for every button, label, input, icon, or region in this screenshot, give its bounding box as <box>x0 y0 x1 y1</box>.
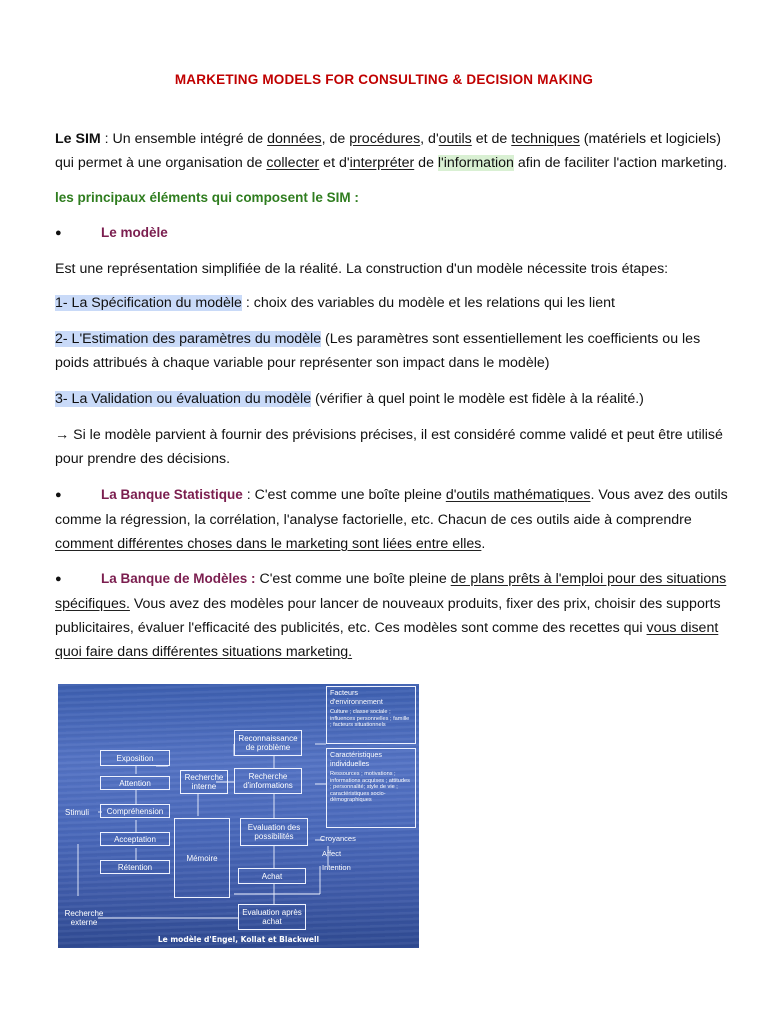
facteurs-env-list: Culture ; classe sociale ; influences personnelles ; famille ; facteurs situationnels <box>330 709 410 729</box>
step-3-text: (vérifier à quel point le modèle est fidèle à la réalité.) <box>311 391 644 407</box>
text-run: afin de faciliter l'action marketing. <box>513 155 728 171</box>
sim-label: Le SIM <box>55 131 101 147</box>
text-run: Vous avez des modèles pour lancer de nouveaux produits, fixer des prix, choisir des supports publicitaires, évaluer l'efficacité des publicités, etc. Ces modèles sont comme des recettes qui <box>55 596 721 636</box>
evaluation-possibilites-box: Evaluation des possibilités <box>240 818 308 846</box>
retention-box: Rétention <box>100 860 170 874</box>
recherche-externe-label: Recherche externe <box>64 909 104 927</box>
carac-list: Ressources ; motivations ; informations acquises ; attitudes ; personnalité; style de vie ; caractéristiques socio-démographiques <box>330 771 410 804</box>
caracteristiques-panel <box>326 748 416 828</box>
underlined-phrase: d'outils mathématiques <box>445 487 591 503</box>
reconnaissance-box: Reconnaissance de problème <box>234 730 302 756</box>
recherche-interne-box: Recherche interne <box>180 770 228 794</box>
term-procedures: procédures <box>349 131 421 147</box>
term-interpreter: interpréter <box>349 155 415 171</box>
term-collecter: collecter <box>266 155 320 171</box>
modele-intro: Est une représentation simplifiée de la réalité. La construction d'un modèle nécessite trois étapes: <box>55 261 669 277</box>
modele-heading: Le modèle <box>101 225 168 240</box>
achat-box: Achat <box>238 868 306 884</box>
underlined-phrase: comment différentes choses dans le marketing sont liées entre elles <box>55 536 482 552</box>
text-run: : Un ensemble intégré de <box>100 131 268 147</box>
text-run: et de <box>471 131 512 147</box>
term-outils: outils <box>438 131 472 147</box>
modele-heading-row <box>55 221 730 246</box>
intention-label: Intention <box>322 863 351 872</box>
step-1-title: 1- La Spécification du modèle <box>55 295 242 311</box>
text-run: . Vous avez des outils comme la régression, la corrélation, l'analyse factorielle, etc. Chacun de ces outils aide à comprendre <box>55 487 728 528</box>
step-1 <box>55 291 730 315</box>
croyances-label: Croyances <box>320 834 356 843</box>
step-3-title: 3- La Validation ou évaluation du modèle <box>55 391 312 407</box>
underlined-phrase: de plans prêts à l'emploi pour des situations spécifiques. <box>55 571 727 612</box>
affect-label: Affect <box>322 849 342 858</box>
comprehension-box: Compréhension <box>100 804 170 818</box>
evaluation-apres-box: Evaluation après achat <box>238 904 306 930</box>
step-2-title: 2- L'Estimation des paramètres du modèle <box>55 331 322 347</box>
facteurs-env-title: Facteurs d'environnement <box>330 688 383 706</box>
acceptation-box: Acceptation <box>100 832 170 846</box>
attention-box: Attention <box>100 776 170 790</box>
underlined-phrase: vous disent quoi faire dans différentes situations marketing. <box>55 620 719 660</box>
bullet: ● <box>55 573 62 585</box>
term-techniques: techniques <box>511 131 580 147</box>
text-run: C'est comme une boîte pleine <box>255 571 451 587</box>
term-information: l'information <box>437 155 514 171</box>
elements-heading: les principaux éléments qui composent le SIM : <box>55 190 359 205</box>
facteurs-environnement-panel <box>326 686 416 744</box>
banque-statistique <box>55 483 730 556</box>
carac-title: Caractéristiques individuelles <box>330 750 382 768</box>
sim-definition <box>55 127 730 175</box>
diagram-caption: Le modèle d'Engel, Kollat et Blackwell <box>157 935 320 944</box>
step-3 <box>55 387 730 411</box>
modele-conclusion: → Si le modèle parvient à fournir des prévisions précises, il est considéré comme validé et peut être utilisé pour prendre des décisions. <box>55 427 723 467</box>
banque-stat-heading: La Banque Statistique <box>101 487 243 502</box>
step-2-text: (Les paramètres sont essentiellement les coefficients ou les poids attribués à chaque variable pour représenter son impact dans le modèle) <box>55 331 701 371</box>
document-title: MARKETING MODELS FOR CONSULTING & DECISION MAKING <box>174 72 594 87</box>
text-run: de <box>414 155 438 171</box>
stimuli-label: Stimuli <box>64 807 89 817</box>
bullet: ● <box>55 489 62 501</box>
text-run: . <box>481 536 486 552</box>
text-run: (matériels et logiciels) qui permet à une organisation de <box>55 131 721 171</box>
step-2 <box>55 327 730 375</box>
text-run: , de <box>321 131 350 147</box>
bullet: ● <box>55 227 62 239</box>
recherche-info-box: Recherche d'informations <box>234 768 302 794</box>
term-donnees: données <box>267 131 322 147</box>
banque-modeles <box>55 567 730 664</box>
text-run: : C'est comme une boîte pleine <box>242 487 446 503</box>
text-run: et d' <box>319 155 350 171</box>
step-1-text: : choix des variables du modèle et les relations qui les lient <box>241 295 615 311</box>
ekb-model-diagram <box>58 684 419 948</box>
text-run: , d' <box>420 131 439 147</box>
exposition-box: Exposition <box>100 750 170 766</box>
memoire-box: Mémoire <box>174 818 230 898</box>
banque-modeles-heading: La Banque de Modèles : <box>101 571 256 586</box>
